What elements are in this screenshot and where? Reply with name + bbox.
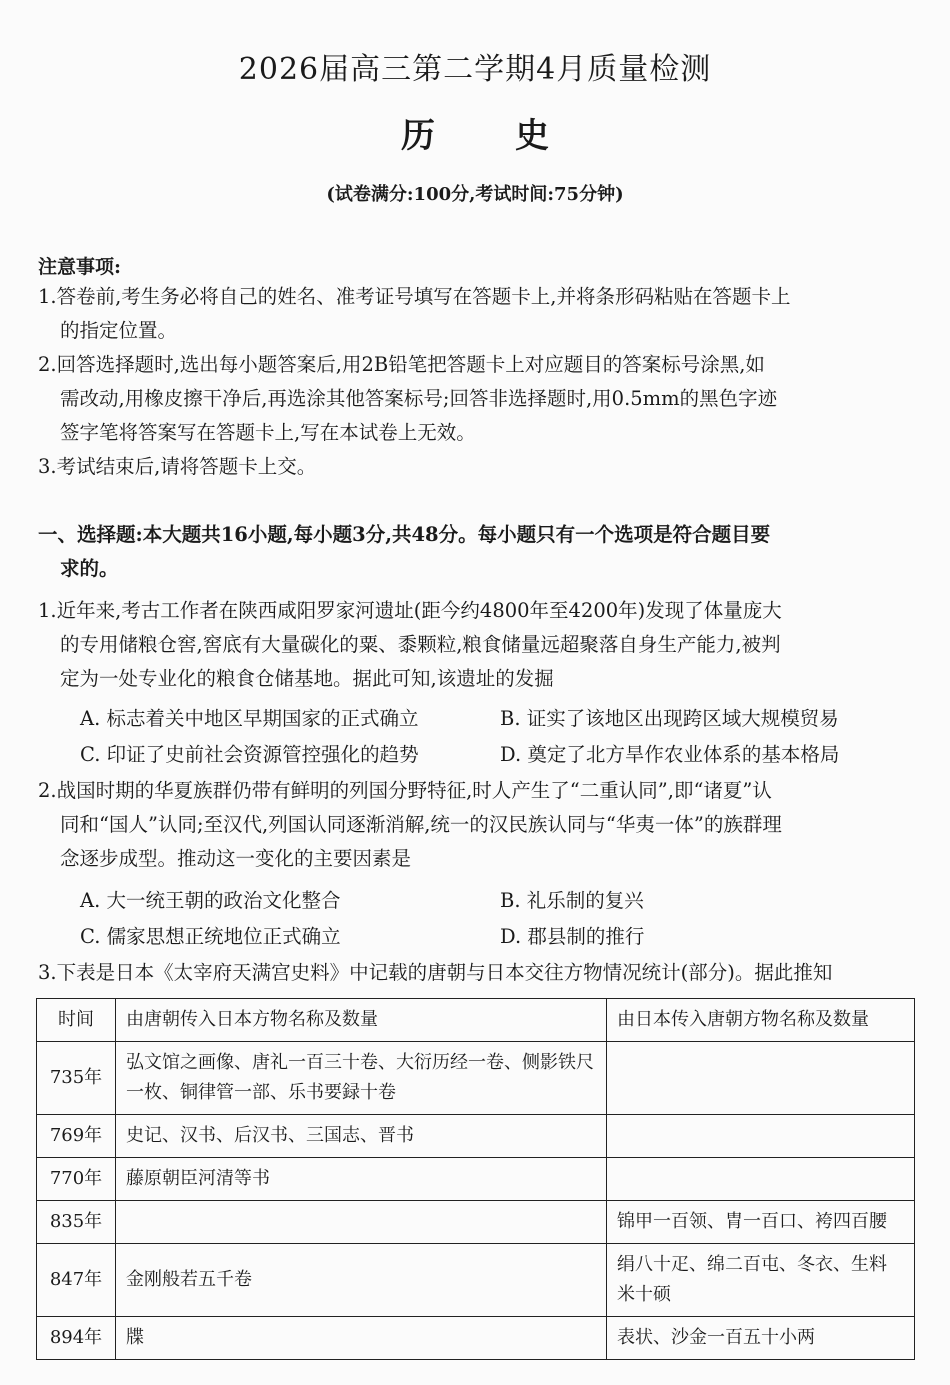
cell-tang: 弘文馆之画像、唐礼一百三十卷、大衍历经一卷、侧影铁尺一枚、铜律管一部、乐书要録十卷 (116, 1042, 607, 1115)
option-d[interactable]: D. 郡县制的推行 (500, 925, 645, 948)
tribute-table (36, 998, 915, 1360)
notice-line: 3.考试结束后,请将答题卡上交。 (38, 455, 317, 478)
table-row (37, 1042, 915, 1115)
cell-year: 769年 (37, 1115, 116, 1158)
question-line: 同和“国人”认同;至汉代,列国认同逐渐消解,统一的汉民族认同与“华夷一体”的族群理 (60, 813, 782, 836)
cell-tang: 金刚般若五千卷 (116, 1244, 607, 1317)
option-c[interactable]: C. 儒家思想正统地位正式确立 (80, 925, 341, 948)
question-2 (38, 774, 914, 876)
question-3 (38, 956, 914, 990)
question-1 (38, 594, 914, 696)
notice-heading: 注意事项: (38, 256, 122, 278)
table-row (37, 1115, 915, 1158)
notice-line: 的指定位置。 (60, 319, 178, 342)
table-row (37, 1244, 915, 1317)
question-line: 念逐步成型。推动这一变化的主要因素是 (60, 847, 412, 870)
question-2-options (80, 884, 920, 956)
section-line: 求的。 (60, 557, 119, 580)
cell-year: 835年 (37, 1201, 116, 1244)
cell-japan (607, 1158, 915, 1201)
cell-japan (607, 1042, 915, 1115)
subject-title: 历史 (401, 116, 629, 156)
option-c[interactable]: C. 印证了史前社会资源管控强化的趋势 (80, 743, 419, 766)
notice-line: 需改动,用橡皮擦干净后,再选涂其他答案标号;回答非选择题时,用0.5mm的黑色字迹 (60, 387, 778, 410)
section-line: 一、选择题:本大题共16小题,每小题3分,共48分。每小题只有一个选项是符合题目要 (38, 523, 771, 546)
header-tang-to-japan: 由唐朝传入日本方物名称及数量 (116, 999, 607, 1042)
table-row (37, 1158, 915, 1201)
question-line: 2.战国时期的华夏族群仍带有鲜明的列国分野特征,时人产生了“二重认同”,即“诸夏”认 (38, 779, 772, 802)
question-1-options (80, 702, 920, 774)
cell-tang: 藤原朝臣河清等书 (116, 1158, 607, 1201)
cell-tang: 牒 (116, 1317, 607, 1360)
exam-title: 2026届高三第二学期4月质量检测 (238, 52, 712, 87)
notice-item-3 (38, 450, 914, 484)
option-b[interactable]: B. 证实了该地区出现跨区域大规模贸易 (500, 707, 839, 730)
cell-japan: 绢八十疋、绵二百屯、冬衣、生料米十硕 (607, 1244, 915, 1317)
notice-line: 签字笔将答案写在答题卡上,写在本试卷上无效。 (60, 421, 476, 444)
question-line: 3.下表是日本《太宰府天满宫史料》中记载的唐朝与日本交往方物情况统计(部分)。据此推知 (38, 961, 833, 984)
table-header-row (37, 999, 915, 1042)
option-a[interactable]: A. 大一统王朝的政治文化整合 (80, 889, 341, 912)
notice-line: 2.回答选择题时,选出每小题答案后,用2B铅笔把答题卡上对应题目的答案标号涂黑,如 (38, 353, 765, 376)
cell-japan: 表状、沙金一百五十小两 (607, 1317, 915, 1360)
header-time: 时间 (37, 999, 116, 1042)
option-a[interactable]: A. 标志着关中地区早期国家的正式确立 (80, 707, 419, 730)
cell-year: 770年 (37, 1158, 116, 1201)
exam-meta: (试卷满分:100分,考试时间:75分钟) (326, 184, 624, 205)
cell-year: 847年 (37, 1244, 116, 1317)
cell-japan: 锦甲一百领、胄一百口、袴四百腰 (607, 1201, 915, 1244)
cell-year: 735年 (37, 1042, 116, 1115)
cell-tang: 史记、汉书、后汉书、三国志、晋书 (116, 1115, 607, 1158)
question-line: 定为一处专业化的粮食仓储基地。据此可知,该遗址的发掘 (60, 667, 554, 690)
notice-line: 1.答卷前,考生务必将自己的姓名、准考证号填写在答题卡上,并将条形码粘贴在答题卡上 (38, 285, 791, 308)
notice-item-2 (38, 348, 914, 450)
question-line: 的专用储粮仓窖,窖底有大量碳化的粟、黍颗粒,粮食储量远超聚落自身生产能力,被判 (60, 633, 781, 656)
cell-year: 894年 (37, 1317, 116, 1360)
cell-japan (607, 1115, 915, 1158)
table-row (37, 1317, 915, 1360)
section-heading (38, 518, 914, 586)
option-b[interactable]: B. 礼乐制的复兴 (500, 889, 644, 912)
cell-tang (116, 1201, 607, 1244)
notice-item-1 (38, 280, 914, 348)
option-d[interactable]: D. 奠定了北方旱作农业体系的基本格局 (500, 743, 840, 766)
header-japan-to-tang: 由日本传入唐朝方物名称及数量 (607, 999, 915, 1042)
table-row (37, 1201, 915, 1244)
question-line: 1.近年来,考古工作者在陕西咸阳罗家河遗址(距今约4800年至4200年)发现了体量庞大 (38, 599, 782, 622)
